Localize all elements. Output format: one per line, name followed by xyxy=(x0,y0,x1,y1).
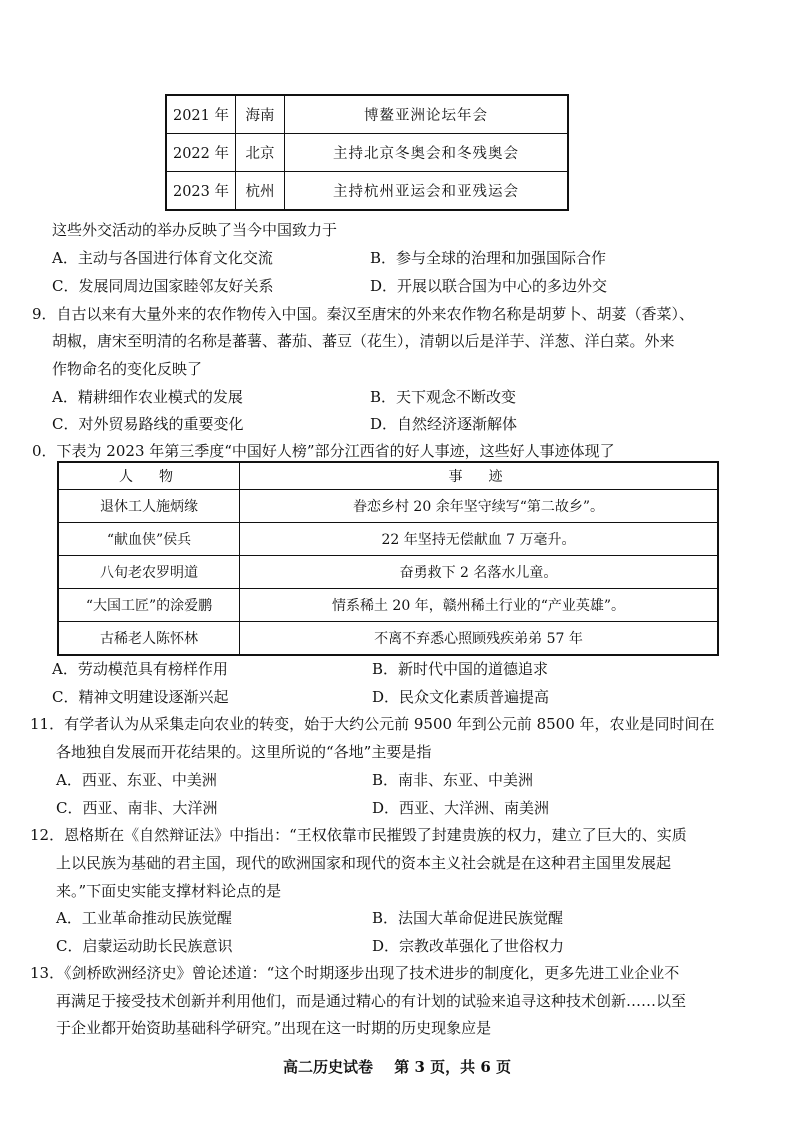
q9-option-c: C．对外贸易路线的重要变化 xyxy=(52,415,244,433)
q12-line2: 上以民族为基础的君主国，现代的欧洲国家和现代的资本主义社会就是在这种君主国里发展起 xyxy=(56,854,672,872)
q8-option-d: D．开展以联合国为中心的多边外交 xyxy=(370,277,608,295)
deed-cell: 情系稀土 20 年，赣州稀土行业的“产业英雄”。 xyxy=(240,589,719,622)
deed-cell: 眷恋乡村 20 余年坚守续写“第二故乡”。 xyxy=(240,490,719,523)
deed-cell: 不离不弃悉心照顾残疾弟弟 57 年 xyxy=(240,622,719,656)
year-cell: 2021 年 xyxy=(166,95,236,134)
q8-option-c: C．发展同周边国家睦邻友好关系 xyxy=(52,277,274,295)
q13-line3: 于企业都开始资助基础科学研究。”出现在这一时期的历史现象应是 xyxy=(56,1019,492,1037)
page-footer xyxy=(0,1056,794,1077)
deed-cell: 奋勇救下 2 名落水儿童。 xyxy=(240,556,719,589)
q11-option-a: A．西亚、东亚、中美洲 xyxy=(56,771,217,789)
table-row xyxy=(58,589,718,622)
table-row xyxy=(58,622,718,656)
q10-option-a: A．劳动模范具有榜样作用 xyxy=(52,660,228,678)
q12-option-b: B．法国大革命促进民族觉醒 xyxy=(372,909,564,927)
q10-option-b: B．新时代中国的道德追求 xyxy=(372,660,549,678)
table-header xyxy=(58,462,718,490)
q10-option-d: D．民众文化素质普遍提高 xyxy=(372,688,550,706)
q10-option-c: C．精神文明建设逐渐兴起 xyxy=(52,688,229,706)
table-row xyxy=(58,556,718,589)
person-cell: 八旬老农罗明道 xyxy=(58,556,240,589)
table-row xyxy=(58,490,718,523)
q9-line2: 胡椒，唐宋至明清的名称是蕃薯、蕃茄、蕃豆（花生），清朝以后是洋芋、洋葱、洋白菜。外来 xyxy=(52,332,675,350)
q11-option-c: C．西亚、南非、大洋洲 xyxy=(56,799,218,817)
q13-line2: 再满足于接受技术创新并利用他们，而是通过精心的有计划的试验来追寻这种技术创新……以至 xyxy=(56,992,687,1010)
q12-option-c: C．启蒙运动助长民族意识 xyxy=(56,937,233,955)
person-cell: “大国工匠”的涂爱鹏 xyxy=(58,589,240,622)
q12-option-d: D．宗教改革强化了世俗权力 xyxy=(372,937,565,955)
year-cell: 2023 年 xyxy=(166,172,236,211)
q11-option-d: D．西亚、大洋洲、南美洲 xyxy=(372,799,550,817)
q11-line2: 各地独自发展而开花结果的。这里所说的“各地”主要是指 xyxy=(56,743,432,761)
q9-line3: 作物命名的变化反映了 xyxy=(52,360,203,378)
q12-line3: 来。”下面史实能支撑材料论点的是 xyxy=(56,882,282,900)
person-cell: 退休工人施炳缘 xyxy=(58,490,240,523)
q12-option-a: A．工业革命推动民族觉醒 xyxy=(56,909,232,927)
city-cell: 杭州 xyxy=(236,172,285,211)
deed-cell: 22 年坚持无偿献血 7 万毫升。 xyxy=(240,523,719,556)
q11-option-b: B．南非、东亚、中美洲 xyxy=(372,771,534,789)
table-row xyxy=(166,134,568,172)
city-cell: 北京 xyxy=(236,134,285,172)
table-row xyxy=(58,523,718,556)
person-header: 人 物 xyxy=(58,462,240,490)
footer-subject: 高二历史试卷 xyxy=(282,1058,373,1076)
good-people-table xyxy=(57,461,719,656)
q9-line1: 9．自古以来有大量外来的农作物传入中国。秦汉至唐宋的外来农作物名称是胡萝卜、胡荽（香菜）、 xyxy=(32,305,695,323)
city-cell: 海南 xyxy=(236,95,285,134)
table-row xyxy=(166,172,568,211)
diplomacy-events-table xyxy=(165,94,569,211)
q8-option-a: A．主动与各国进行体育文化交流 xyxy=(52,249,273,267)
q9-option-b: B．天下观念不断改变 xyxy=(370,388,517,406)
event-cell: 博鳌亚洲论坛年会 xyxy=(285,95,569,134)
q8-option-b: B．参与全球的治理和加强国际合作 xyxy=(370,249,607,267)
year-cell: 2022 年 xyxy=(166,134,236,172)
q8-stem: 这些外交活动的举办反映了当今中国致力于 xyxy=(52,221,338,239)
footer-page-number: 第 3 页，共 6 页 xyxy=(394,1058,511,1076)
deed-header: 事 迹 xyxy=(240,462,719,490)
q9-option-d: D．自然经济逐渐解体 xyxy=(370,415,518,433)
person-cell: “献血侠”侯兵 xyxy=(58,523,240,556)
q13-line1: 13．《剑桥欧洲经济史》曾论述道：“这个时期逐步出现了技术进步的制度化，更多先进工业企业不 xyxy=(30,964,680,982)
q11-line1: 11．有学者认为从采集走向农业的转变，始于大约公元前 9500 年到公元前 8500 年，农业是同时间在 xyxy=(30,715,715,733)
event-cell: 主持北京冬奥会和冬残奥会 xyxy=(285,134,569,172)
event-cell: 主持杭州亚运会和亚残运会 xyxy=(285,172,569,211)
person-cell: 古稀老人陈怀林 xyxy=(58,622,240,656)
q12-line1: 12．恩格斯在《自然辩证法》中指出：“王权依靠市民摧毁了封建贵族的权力，建立了巨大的、实质 xyxy=(30,826,687,844)
q9-option-a: A．精耕细作农业模式的发展 xyxy=(52,388,243,406)
q10-stem: 0．下表为 2023 年第三季度“中国好人榜”部分江西省的好人事迹，这些好人事迹体现了 xyxy=(32,442,615,460)
table-row xyxy=(166,95,568,134)
